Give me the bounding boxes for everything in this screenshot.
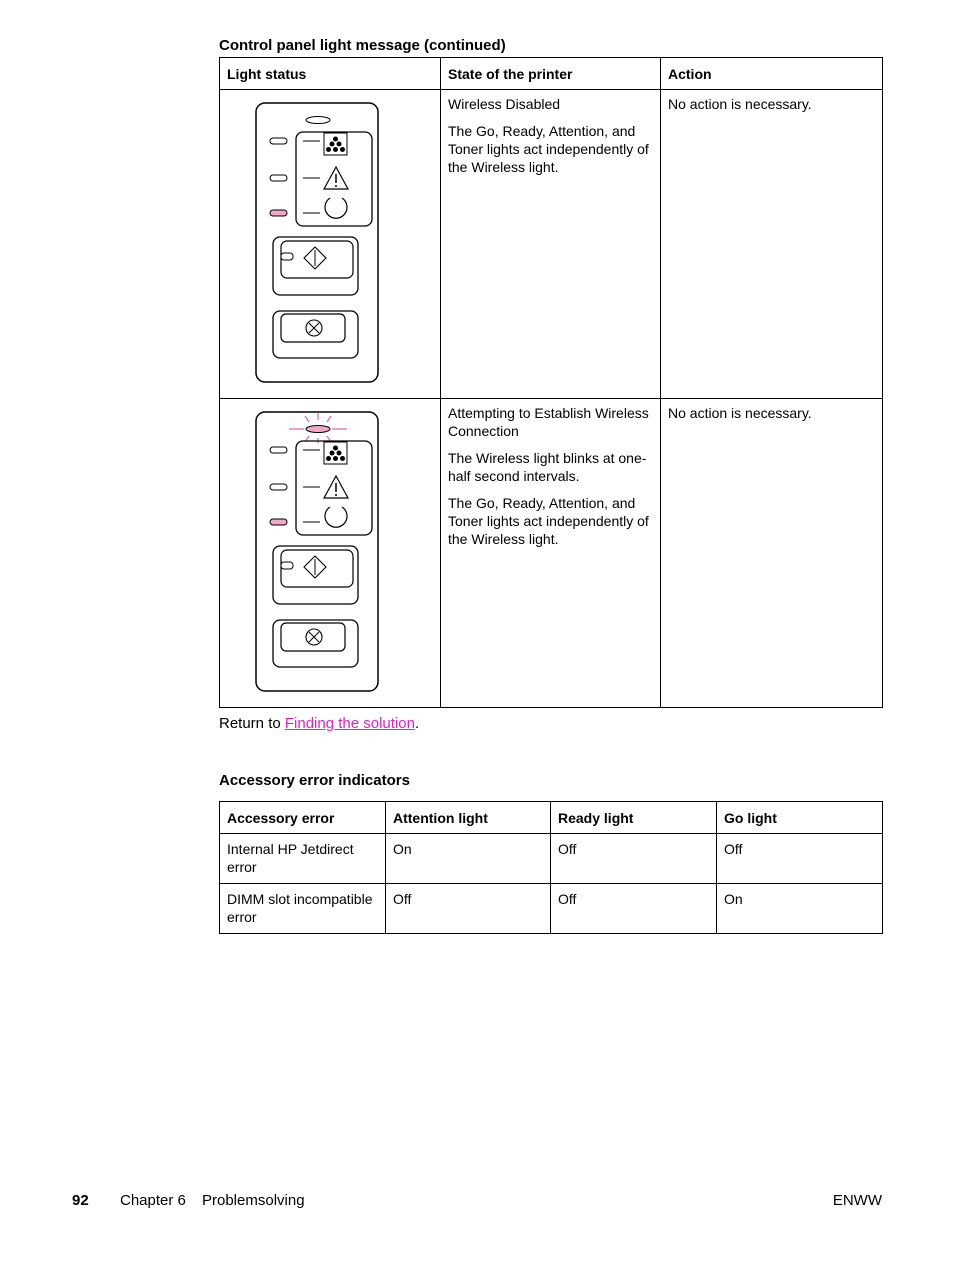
header-light-status: Light status xyxy=(220,58,441,90)
ready-led xyxy=(270,519,287,525)
action-text: No action is necessary. xyxy=(668,96,812,112)
control-panel-light-table xyxy=(219,57,883,708)
wireless-light xyxy=(306,426,330,433)
table-header-row xyxy=(220,58,883,90)
action-cell xyxy=(661,399,883,708)
cancel-icon xyxy=(306,629,322,645)
control-panel-illustration xyxy=(220,90,441,398)
ready-icon xyxy=(325,507,347,527)
go-led xyxy=(281,562,293,569)
light-status-cell xyxy=(220,399,441,708)
return-line xyxy=(219,715,419,732)
return-suffix: . xyxy=(414,715,420,732)
header-accessory-error: Accessory error xyxy=(220,802,386,834)
go-led xyxy=(281,253,293,260)
footer-section: Problemsolving xyxy=(202,1192,305,1209)
cancel-button[interactable] xyxy=(273,311,358,358)
table-cell: Internal HP Jetdirect error xyxy=(220,834,386,884)
toner-led xyxy=(270,447,287,453)
toner-icon xyxy=(324,133,347,155)
return-prefix: Return to xyxy=(219,715,285,732)
table-row xyxy=(220,834,883,884)
table-cell: On xyxy=(717,884,883,934)
table-cell: On xyxy=(386,834,551,884)
table-cell: Off xyxy=(386,884,551,934)
table-caption: Control panel light message (continued) xyxy=(219,37,506,54)
state-cell xyxy=(441,399,661,708)
toner-led xyxy=(270,138,287,144)
state-title: Attempting to Establish Wireless Connection xyxy=(448,405,649,439)
action-text: No action is necessary. xyxy=(668,405,812,421)
attention-icon xyxy=(324,167,348,189)
accessory-error-table xyxy=(219,801,883,934)
page-number: 92 xyxy=(72,1192,89,1209)
table-header-row xyxy=(220,802,883,834)
attention-icon xyxy=(324,476,348,498)
cancel-button[interactable] xyxy=(273,620,358,667)
table-row xyxy=(220,90,883,399)
state-paragraph: The Go, Ready, Attention, and Toner lights act independently of the Wireless light. xyxy=(448,495,649,547)
table-row xyxy=(220,884,883,934)
state-paragraph: The Go, Ready, Attention, and Toner lights act independently of the Wireless light. xyxy=(448,123,649,175)
cancel-icon xyxy=(306,320,322,336)
toner-icon xyxy=(324,442,347,464)
ready-icon xyxy=(325,198,347,218)
wireless-light xyxy=(306,117,330,124)
section-heading: Accessory error indicators xyxy=(219,772,410,789)
header-action: Action xyxy=(661,58,883,90)
table-cell: Off xyxy=(717,834,883,884)
table-cell: Off xyxy=(551,884,717,934)
go-button[interactable] xyxy=(273,546,358,604)
attention-led xyxy=(270,175,287,181)
control-panel-illustration xyxy=(220,399,441,707)
table-row xyxy=(220,399,883,708)
state-paragraph: The Wireless light blinks at one-half second intervals. xyxy=(448,450,647,484)
footer-chapter: Chapter 6 xyxy=(120,1192,186,1209)
header-ready-light: Ready light xyxy=(551,802,717,834)
state-cell xyxy=(441,90,661,399)
table-cell: Off xyxy=(551,834,717,884)
go-button[interactable] xyxy=(273,237,358,295)
header-state-of-printer: State of the printer xyxy=(441,58,661,90)
finding-solution-link[interactable]: Finding the solution xyxy=(284,715,415,732)
action-cell xyxy=(661,90,883,399)
light-status-cell xyxy=(220,90,441,399)
header-go-light: Go light xyxy=(717,802,883,834)
table-cell: DIMM slot incompatible error xyxy=(220,884,386,934)
header-attention-light: Attention light xyxy=(386,802,551,834)
footer-right: ENWW xyxy=(832,1192,882,1209)
attention-led xyxy=(270,484,287,490)
state-title: Wireless Disabled xyxy=(448,96,561,112)
ready-led xyxy=(270,210,287,216)
